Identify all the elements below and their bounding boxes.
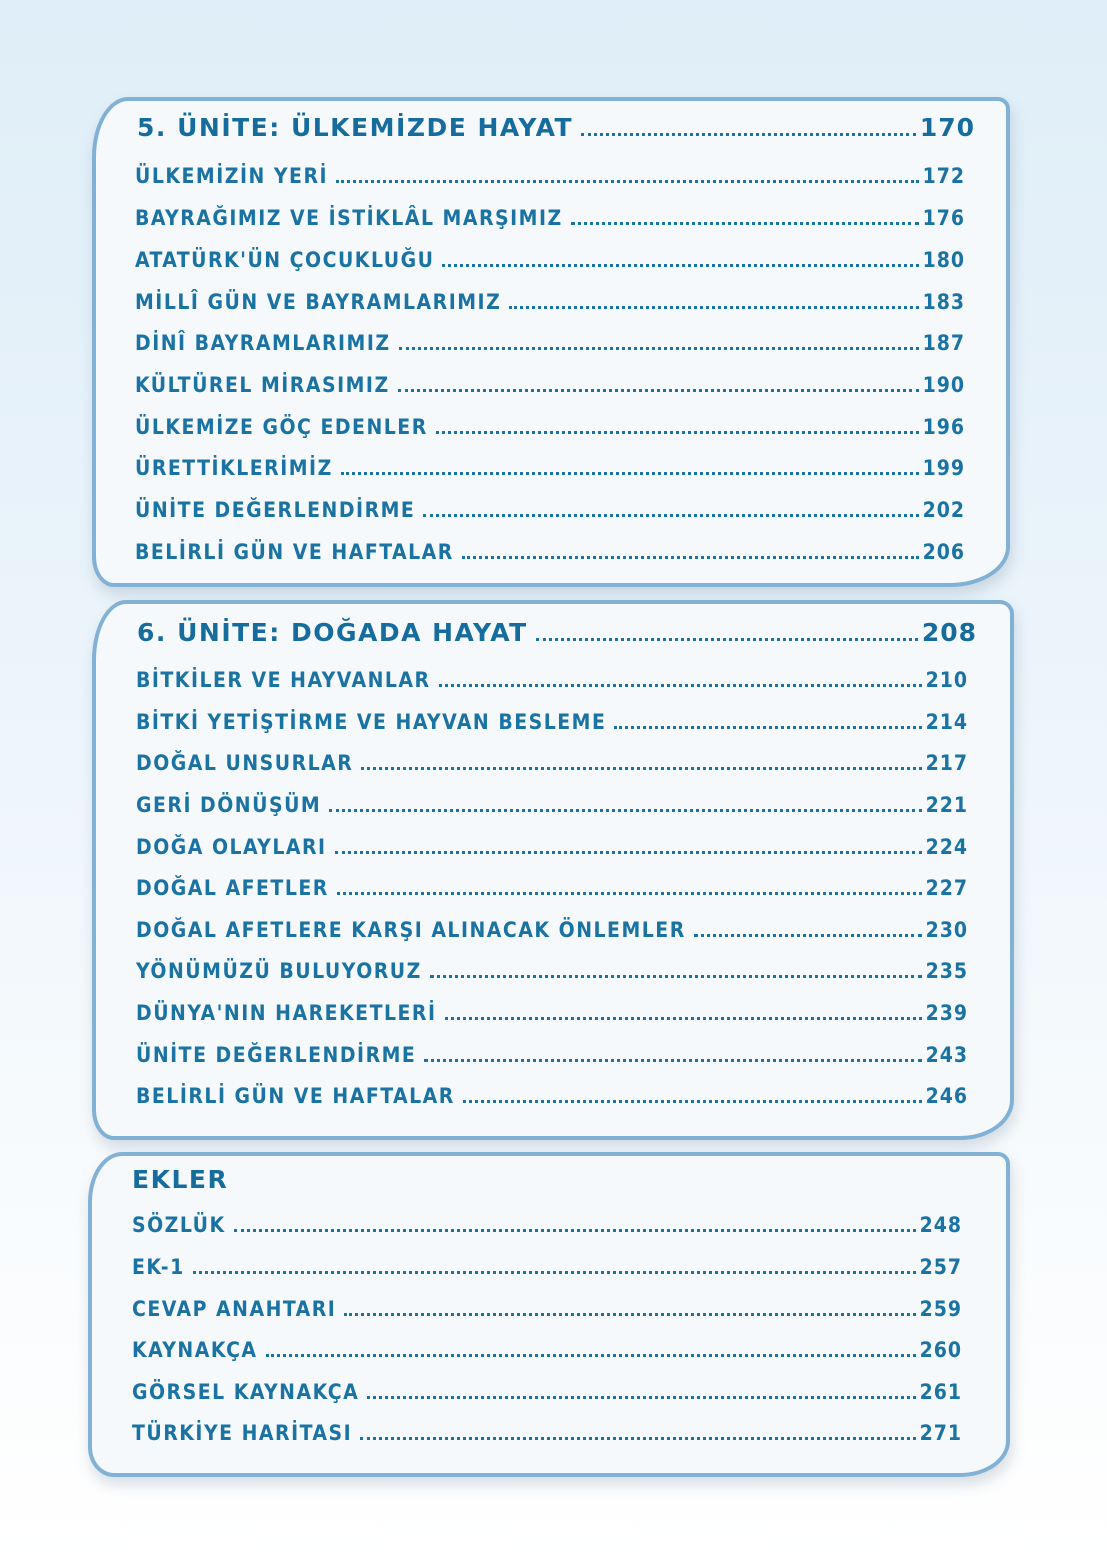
entry-title: YÖNÜMÜZÜ BULUYORUZ	[136, 959, 422, 983]
unit-title: 5. ÜNİTE: ÜLKEMİZDE HAYAT	[137, 113, 574, 142]
page-number: 235	[925, 959, 968, 983]
entry-title: EK-1	[132, 1255, 185, 1279]
dot-leader	[360, 1437, 915, 1440]
unit-5-heading[interactable]	[137, 113, 975, 142]
entry-title: BİTKİ YETİŞTİRME VE HAYVAN BESLEME	[136, 710, 607, 734]
entry-title: ÜRETTİKLERİMİZ	[135, 456, 333, 480]
dot-leader	[335, 851, 922, 854]
dot-leader	[329, 809, 921, 812]
entry-title: KAYNAKÇA	[132, 1338, 258, 1362]
dot-leader	[694, 934, 922, 937]
dot-leader	[430, 975, 922, 978]
page-number: 248	[919, 1213, 962, 1237]
page-number: 170	[919, 113, 975, 142]
dot-leader	[423, 514, 918, 517]
entry-title: BİTKİLER VE HAYVANLAR	[136, 668, 431, 692]
dot-leader	[398, 389, 919, 392]
page-number: 224	[925, 835, 968, 859]
entry-title: GERİ DÖNÜŞÜM	[136, 793, 322, 817]
entry-title: DİNÎ BAYRAMLARIMIZ	[135, 331, 391, 355]
entry-title: ÜNİTE DEĞERLENDİRME	[135, 498, 416, 522]
toc-entry[interactable]	[136, 835, 968, 860]
toc-entry[interactable]	[135, 498, 965, 523]
entry-title: DOĞA OLAYLARI	[136, 835, 327, 859]
entry-title: DOĞAL AFETLER	[136, 876, 329, 900]
dot-leader	[344, 1313, 915, 1316]
dot-leader	[462, 556, 919, 559]
page-number: 190	[922, 373, 965, 397]
dot-leader	[424, 1059, 921, 1062]
toc-entry[interactable]	[135, 373, 965, 398]
entry-title: KÜLTÜREL MİRASIMIZ	[135, 373, 390, 397]
page-number: 176	[922, 206, 965, 230]
entry-title: GÖRSEL KAYNAKÇA	[132, 1380, 360, 1404]
dot-leader	[341, 472, 919, 475]
page-number: 208	[921, 618, 977, 647]
page-number: 196	[922, 415, 965, 439]
page-number: 183	[922, 290, 965, 314]
toc-entry[interactable]	[136, 918, 968, 943]
page-number: 271	[919, 1421, 962, 1445]
toc-entry[interactable]	[132, 1380, 962, 1405]
toc-entry[interactable]	[136, 668, 968, 693]
page-number: 221	[925, 793, 968, 817]
entry-title: BELİRLİ GÜN VE HAFTALAR	[135, 540, 454, 564]
dot-leader	[439, 684, 922, 687]
dot-leader	[581, 133, 916, 136]
entry-title: MİLLÎ GÜN VE BAYRAMLARIMIZ	[135, 290, 502, 314]
unit-title: 6. ÜNİTE: DOĞADA HAYAT	[137, 618, 528, 647]
dot-leader	[614, 726, 921, 729]
dot-leader	[442, 264, 918, 267]
toc-entry[interactable]	[135, 164, 965, 189]
entry-title: DOĞAL UNSURLAR	[136, 751, 354, 775]
entry-title: BAYRAĞIMIZ VE İSTİKLÂL MARŞIMIZ	[135, 206, 563, 230]
page-number: 214	[925, 710, 968, 734]
entry-title: ÜNİTE DEĞERLENDİRME	[136, 1043, 417, 1067]
page-number: 239	[925, 1001, 968, 1025]
ekler-heading	[132, 1165, 228, 1194]
dot-leader	[436, 431, 919, 434]
dot-leader	[463, 1100, 922, 1103]
toc-entry[interactable]	[136, 1001, 968, 1026]
toc-entry[interactable]	[132, 1421, 962, 1446]
page-number: 259	[919, 1297, 962, 1321]
toc-entry[interactable]	[136, 793, 968, 818]
entry-title: DOĞAL AFETLERE KARŞI ALINACAK ÖNLEMLER	[136, 918, 686, 942]
entry-title: ATATÜRK'ÜN ÇOCUKLUĞU	[135, 248, 435, 272]
toc-entry[interactable]	[136, 1043, 968, 1068]
dot-leader	[336, 180, 919, 183]
entry-title: ÜLKEMİZE GÖÇ EDENLER	[135, 415, 428, 439]
dot-leader	[509, 306, 918, 309]
page-number: 199	[922, 456, 965, 480]
section-title: EKLER	[132, 1165, 229, 1194]
toc-entry[interactable]	[135, 206, 965, 231]
toc-entry[interactable]	[132, 1338, 962, 1363]
page-number: 187	[922, 331, 965, 355]
page-number: 172	[922, 164, 965, 188]
dot-leader	[399, 347, 919, 350]
page-number: 206	[922, 540, 965, 564]
page-number: 202	[922, 498, 965, 522]
toc-entry[interactable]	[136, 959, 968, 984]
entry-title: ÜLKEMİZİN YERİ	[135, 164, 329, 188]
page-number: 246	[925, 1084, 968, 1108]
page-number: 227	[925, 876, 968, 900]
toc-entry[interactable]	[136, 876, 968, 901]
toc-entry[interactable]	[132, 1297, 962, 1322]
toc-entry[interactable]	[132, 1255, 962, 1280]
toc-entry[interactable]	[135, 415, 965, 440]
page-number: 230	[925, 918, 968, 942]
dot-leader	[337, 892, 922, 895]
toc-entry[interactable]	[135, 540, 965, 565]
page-number: 261	[919, 1380, 962, 1404]
entry-title: SÖZLÜK	[132, 1213, 226, 1237]
dot-leader	[234, 1229, 916, 1232]
toc-entry[interactable]	[135, 248, 965, 273]
entry-title: CEVAP ANAHTARI	[132, 1297, 337, 1321]
page-number: 260	[919, 1338, 962, 1362]
page-number: 210	[925, 668, 968, 692]
dot-leader	[193, 1271, 916, 1274]
toc-entry[interactable]	[135, 456, 965, 481]
page-number: 217	[925, 751, 968, 775]
toc-entry[interactable]	[136, 1084, 968, 1109]
dot-leader	[571, 222, 919, 225]
page-number: 243	[925, 1043, 968, 1067]
entry-title: TÜRKİYE HARİTASI	[132, 1421, 353, 1445]
dot-leader	[361, 767, 921, 770]
toc-entry[interactable]	[132, 1213, 962, 1238]
dot-leader	[445, 1017, 922, 1020]
entry-title: DÜNYA'NIN HAREKETLERİ	[136, 1001, 437, 1025]
page-number: 180	[922, 248, 965, 272]
toc-entry[interactable]	[135, 290, 965, 315]
page-number: 257	[919, 1255, 962, 1279]
entry-title: BELİRLİ GÜN VE HAFTALAR	[136, 1084, 455, 1108]
dot-leader	[536, 638, 918, 641]
dot-leader	[367, 1396, 915, 1399]
toc-entry[interactable]	[136, 751, 968, 776]
unit-6-heading[interactable]	[137, 618, 977, 647]
toc-entry[interactable]	[136, 710, 968, 735]
toc-entry[interactable]	[135, 331, 965, 356]
dot-leader	[266, 1354, 916, 1357]
